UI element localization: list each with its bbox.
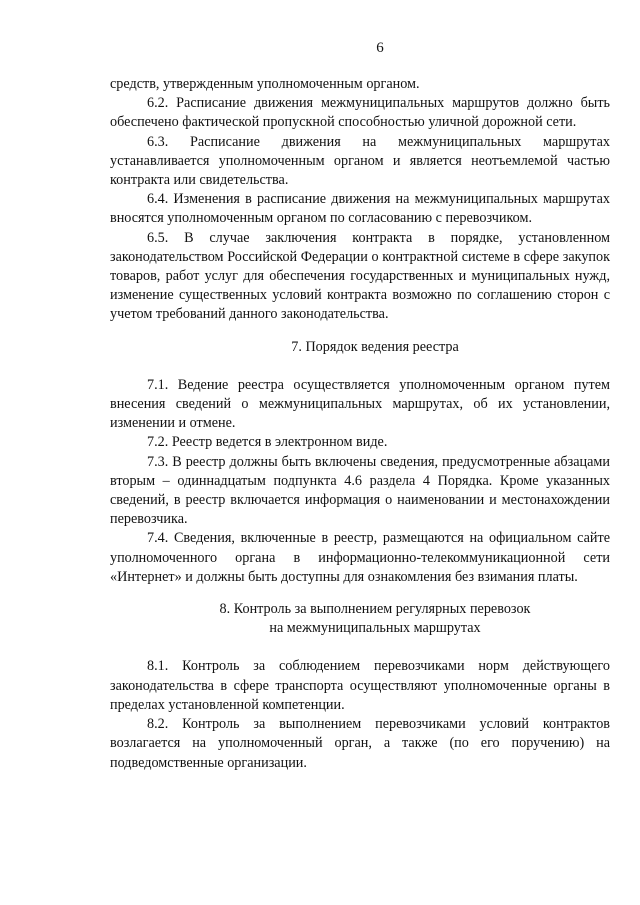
section-8 bbox=[110, 600, 610, 773]
page-number: 6 bbox=[376, 40, 384, 56]
section-heading: 8. Контроль за выполнением регулярных перевозок bbox=[219, 601, 531, 618]
section-7 bbox=[110, 338, 610, 587]
paragraph: 6.2. Расписание движения межмуниципальных маршрутов должно быть обеспечено фактической пропускной способностью уличной дорожной сети. bbox=[110, 95, 610, 131]
paragraph: средств, утвержденным уполномоченным органом. bbox=[110, 76, 420, 92]
paragraph: 7.3. В реестр должны быть включены сведения, предусмотренные абзацами вторым – одиннадцатым подпункта 4.6 раздела 4 Порядка. Кроме указанных сведений, в реестр включается информация о наименовании и местонахождении перевозчика. bbox=[110, 453, 610, 528]
paragraph: 7.4. Сведения, включенные в реестр, размещаются на официальном сайте уполномоченного органа в информационно-телекоммуникационной сети «Интернет» и должны быть доступны для ознакомления без взимания платы. bbox=[110, 530, 610, 585]
paragraph: 8.2. Контроль за выполнением перевозчиками условий контрактов возлагается на уполномоченный орган, а также (по его поручению) на подведомственные организации. bbox=[110, 716, 610, 771]
document-page bbox=[110, 40, 610, 773]
paragraph: 6.4. Изменения в расписание движения на межмуниципальных маршрутах вносятся уполномоченным органом по согласованию с перевозчиком. bbox=[110, 191, 610, 227]
paragraph: 6.5. В случае заключения контракта в порядке, установленном законодательством Российской Федерации о контрактной системе в сфере закупок товаров, работ услуг для обеспечения государственных и муниципальных нужд, изменение существенных условий контракта возможно по соглашению сторон с учетом требований данного законодательства. bbox=[110, 229, 610, 323]
paragraph: 7.1. Ведение реестра осуществляется уполномоченным органом путем внесения сведений о межмуниципальных маршрутах, об их установлении, изменении и отмене. bbox=[110, 376, 610, 432]
section-6 bbox=[110, 75, 610, 325]
section-heading-line-2: на межмуниципальных маршрутах bbox=[269, 620, 481, 637]
paragraph: 7.2. Реестр ведется в электронном виде. bbox=[147, 434, 388, 451]
paragraph: 8.1. Контроль за соблюдением перевозчиками норм действующего законодательства в сфере транспорта осуществляют уполномоченные органы в пределах установленной компетенции. bbox=[110, 658, 610, 713]
section-heading: 7. Порядок ведения реестра bbox=[291, 338, 459, 355]
paragraph: 6.3. Расписание движения на межмуниципальных маршрутах устанавливается уполномоченным органом и является неотъемлемой частью контракта или свидетельства. bbox=[110, 133, 610, 189]
